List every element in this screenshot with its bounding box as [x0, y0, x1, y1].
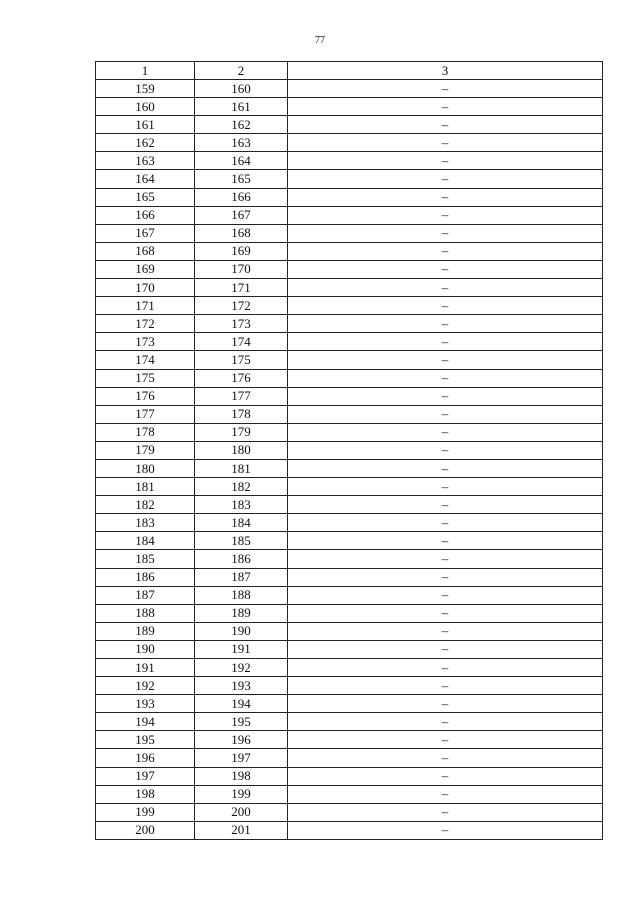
table-row [96, 731, 603, 749]
table-row [96, 478, 603, 496]
table-cell: 193 [96, 695, 195, 713]
table-cell: – [288, 713, 603, 731]
table-cell: 200 [96, 821, 195, 839]
table-cell: – [288, 695, 603, 713]
table-cell: 187 [96, 586, 195, 604]
table-cell: – [288, 98, 603, 116]
table-row [96, 152, 603, 170]
table-cell: 184 [96, 532, 195, 550]
table-cell: – [288, 659, 603, 677]
table-cell: 169 [195, 242, 288, 260]
table-cell: 168 [195, 224, 288, 242]
table-row [96, 80, 603, 98]
table-cell: 187 [195, 568, 288, 586]
table-cell: – [288, 405, 603, 423]
table-cell: – [288, 622, 603, 640]
table-cell: – [288, 170, 603, 188]
table-row [96, 134, 603, 152]
table-cell: 185 [195, 532, 288, 550]
table-cell: 192 [195, 659, 288, 677]
table-cell: 194 [195, 695, 288, 713]
table-row [96, 224, 603, 242]
table-cell: 196 [96, 749, 195, 767]
table-row [96, 695, 603, 713]
table-cell: 184 [195, 514, 288, 532]
table-cell: 166 [195, 188, 288, 206]
table-cell: 177 [96, 405, 195, 423]
table-cell: 190 [195, 622, 288, 640]
table-cell: 192 [96, 677, 195, 695]
table-row [96, 170, 603, 188]
table-cell: – [288, 80, 603, 98]
table-row [96, 532, 603, 550]
table-row [96, 279, 603, 297]
table-row [96, 423, 603, 441]
table-row [96, 188, 603, 206]
table-row [96, 441, 603, 459]
table-cell: – [288, 387, 603, 405]
table-cell: 168 [96, 242, 195, 260]
table-cell: 174 [96, 351, 195, 369]
table-row [96, 604, 603, 622]
table-cell: 161 [96, 116, 195, 134]
table-row [96, 785, 603, 803]
table-cell: 194 [96, 713, 195, 731]
table-cell: 170 [96, 279, 195, 297]
column-header: 2 [195, 62, 288, 80]
table-cell: 180 [96, 459, 195, 477]
table-header [96, 62, 603, 80]
table-cell: 163 [195, 134, 288, 152]
table-cell: 199 [195, 785, 288, 803]
table-cell: 186 [96, 568, 195, 586]
table-cell: 189 [96, 622, 195, 640]
table-cell: 164 [96, 170, 195, 188]
table-row [96, 677, 603, 695]
table-cell: – [288, 767, 603, 785]
table-row [96, 514, 603, 532]
header-row [96, 62, 603, 80]
table-cell: 189 [195, 604, 288, 622]
table-row [96, 260, 603, 278]
table-cell: 159 [96, 80, 195, 98]
table-cell: – [288, 550, 603, 568]
table-cell: 166 [96, 206, 195, 224]
table-cell: 176 [96, 387, 195, 405]
table-cell: – [288, 749, 603, 767]
table-cell: 165 [96, 188, 195, 206]
table-cell: 183 [96, 514, 195, 532]
table-cell: 195 [195, 713, 288, 731]
table-cell: – [288, 785, 603, 803]
table-cell: 164 [195, 152, 288, 170]
table-cell: 179 [195, 423, 288, 441]
table-cell: 188 [96, 604, 195, 622]
table-cell: 162 [195, 116, 288, 134]
table-body [96, 80, 603, 840]
table-row [96, 242, 603, 260]
table-cell: 197 [195, 749, 288, 767]
table-row [96, 333, 603, 351]
column-header: 1 [96, 62, 195, 80]
table-cell: 172 [96, 315, 195, 333]
table-cell: – [288, 514, 603, 532]
table-cell: 181 [195, 459, 288, 477]
table-row [96, 116, 603, 134]
table-cell: 186 [195, 550, 288, 568]
table-cell: – [288, 677, 603, 695]
table-cell: 167 [96, 224, 195, 242]
table-cell: 171 [96, 297, 195, 315]
column-header: 3 [288, 62, 603, 80]
table-cell: 182 [195, 478, 288, 496]
table-cell: 169 [96, 260, 195, 278]
table-cell: 175 [96, 369, 195, 387]
table-cell: – [288, 116, 603, 134]
table-cell: 176 [195, 369, 288, 387]
table-cell: 175 [195, 351, 288, 369]
table-cell: – [288, 206, 603, 224]
table-row [96, 351, 603, 369]
table-cell: – [288, 532, 603, 550]
table-cell: – [288, 640, 603, 658]
table-row [96, 659, 603, 677]
table-cell: – [288, 333, 603, 351]
table-row [96, 297, 603, 315]
table-cell: 198 [96, 785, 195, 803]
table-row [96, 821, 603, 839]
table-cell: 193 [195, 677, 288, 695]
table-cell: – [288, 803, 603, 821]
table-cell: – [288, 731, 603, 749]
table-cell: – [288, 423, 603, 441]
data-table [95, 61, 603, 840]
table-row [96, 405, 603, 423]
table-cell: – [288, 297, 603, 315]
table-cell: 160 [195, 80, 288, 98]
table-cell: 165 [195, 170, 288, 188]
table-row [96, 622, 603, 640]
table-row [96, 496, 603, 514]
table-cell: 191 [96, 659, 195, 677]
table-cell: – [288, 242, 603, 260]
table-cell: 161 [195, 98, 288, 116]
table-cell: 173 [96, 333, 195, 351]
table-cell: – [288, 351, 603, 369]
table-row [96, 713, 603, 731]
table-row [96, 387, 603, 405]
table-cell: – [288, 459, 603, 477]
table-cell: 160 [96, 98, 195, 116]
table-cell: 178 [195, 405, 288, 423]
table-row [96, 586, 603, 604]
table-cell: – [288, 568, 603, 586]
table-cell: 185 [96, 550, 195, 568]
table-cell: 199 [96, 803, 195, 821]
table-cell: 182 [96, 496, 195, 514]
table-cell: 201 [195, 821, 288, 839]
table-row [96, 550, 603, 568]
table-cell: 190 [96, 640, 195, 658]
table-row [96, 640, 603, 658]
table-cell: – [288, 604, 603, 622]
table-cell: 167 [195, 206, 288, 224]
table-cell: 178 [96, 423, 195, 441]
table-cell: 180 [195, 441, 288, 459]
table-cell: – [288, 315, 603, 333]
table-cell: – [288, 478, 603, 496]
table-cell: 171 [195, 279, 288, 297]
table-cell: 196 [195, 731, 288, 749]
table-row [96, 98, 603, 116]
table-cell: 177 [195, 387, 288, 405]
table-cell: – [288, 152, 603, 170]
table-cell: – [288, 224, 603, 242]
table-cell: 198 [195, 767, 288, 785]
table-row [96, 803, 603, 821]
table-row [96, 315, 603, 333]
table-cell: 188 [195, 586, 288, 604]
table-cell: – [288, 496, 603, 514]
table-cell: 174 [195, 333, 288, 351]
table-cell: 162 [96, 134, 195, 152]
table-cell: – [288, 260, 603, 278]
table-cell: – [288, 279, 603, 297]
table-cell: 197 [96, 767, 195, 785]
table-row [96, 767, 603, 785]
table-cell: 200 [195, 803, 288, 821]
table-cell: 179 [96, 441, 195, 459]
table-cell: 173 [195, 315, 288, 333]
table-cell: – [288, 586, 603, 604]
page-number: 77 [315, 35, 325, 46]
table-cell: – [288, 188, 603, 206]
table-row [96, 459, 603, 477]
table-cell: – [288, 134, 603, 152]
table-row [96, 369, 603, 387]
table-cell: – [288, 821, 603, 839]
table-cell: 163 [96, 152, 195, 170]
table-cell: – [288, 441, 603, 459]
table-row [96, 568, 603, 586]
table-row [96, 206, 603, 224]
table-cell: 195 [96, 731, 195, 749]
table-cell: 172 [195, 297, 288, 315]
table-cell: 170 [195, 260, 288, 278]
table-cell: 181 [96, 478, 195, 496]
table-cell: 191 [195, 640, 288, 658]
table-cell: – [288, 369, 603, 387]
table-cell: 183 [195, 496, 288, 514]
table-row [96, 749, 603, 767]
